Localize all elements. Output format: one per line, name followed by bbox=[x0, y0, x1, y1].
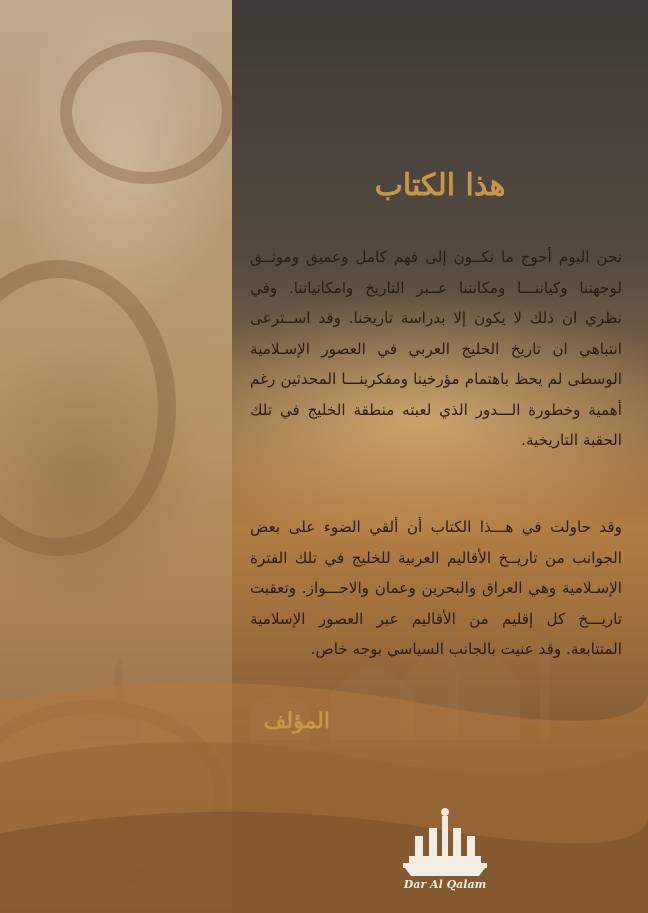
section-title: هذا الكتاب bbox=[374, 168, 506, 203]
description-paragraph-2: وقد حاولت في هـــذا الكتاب أن ألقي الضوء على بعض الجوانب من تاريــخ الأقاليم العربية للخليج في تلك الفترة الإسـلامية وهي العراق والبحرين وعمان والاحـــواز. وتعقبت تاريـــخ كل إقليم من الأقاليم عبر العصور الإسلامية المتتابعة. وقد عنيت بالجانب السياسي بوجه خاص. bbox=[250, 518, 622, 658]
dar-al-qalam-calligraphy-icon bbox=[395, 806, 495, 878]
description-paragraph-1: نحن اليوم أحوج ما نكــون إلى فهم كامل وعميق وموثــق لوجهتنا وكياننـــا ومكانتنا عــبر التاريخ وامكانياتنا. وفي نظري ان ذلك لا يكون إلا بدراسة تاريخنا. وقد اســترعى انتباهي ان تاريخ الخليج العربي في العصور الإسـلامية الوسطى لم يحظ باهتمام مؤرخينا ومفكرينـــا المحدثين رغم أهمية وخطورة الـــدور الذي لعبته منطقة الخليج في تلك الحقبة التاريخية. bbox=[250, 248, 622, 449]
publisher-logo bbox=[395, 806, 495, 896]
author-signature: المؤلف bbox=[263, 708, 330, 734]
publisher-name: Dar Al Qalam bbox=[403, 878, 487, 891]
